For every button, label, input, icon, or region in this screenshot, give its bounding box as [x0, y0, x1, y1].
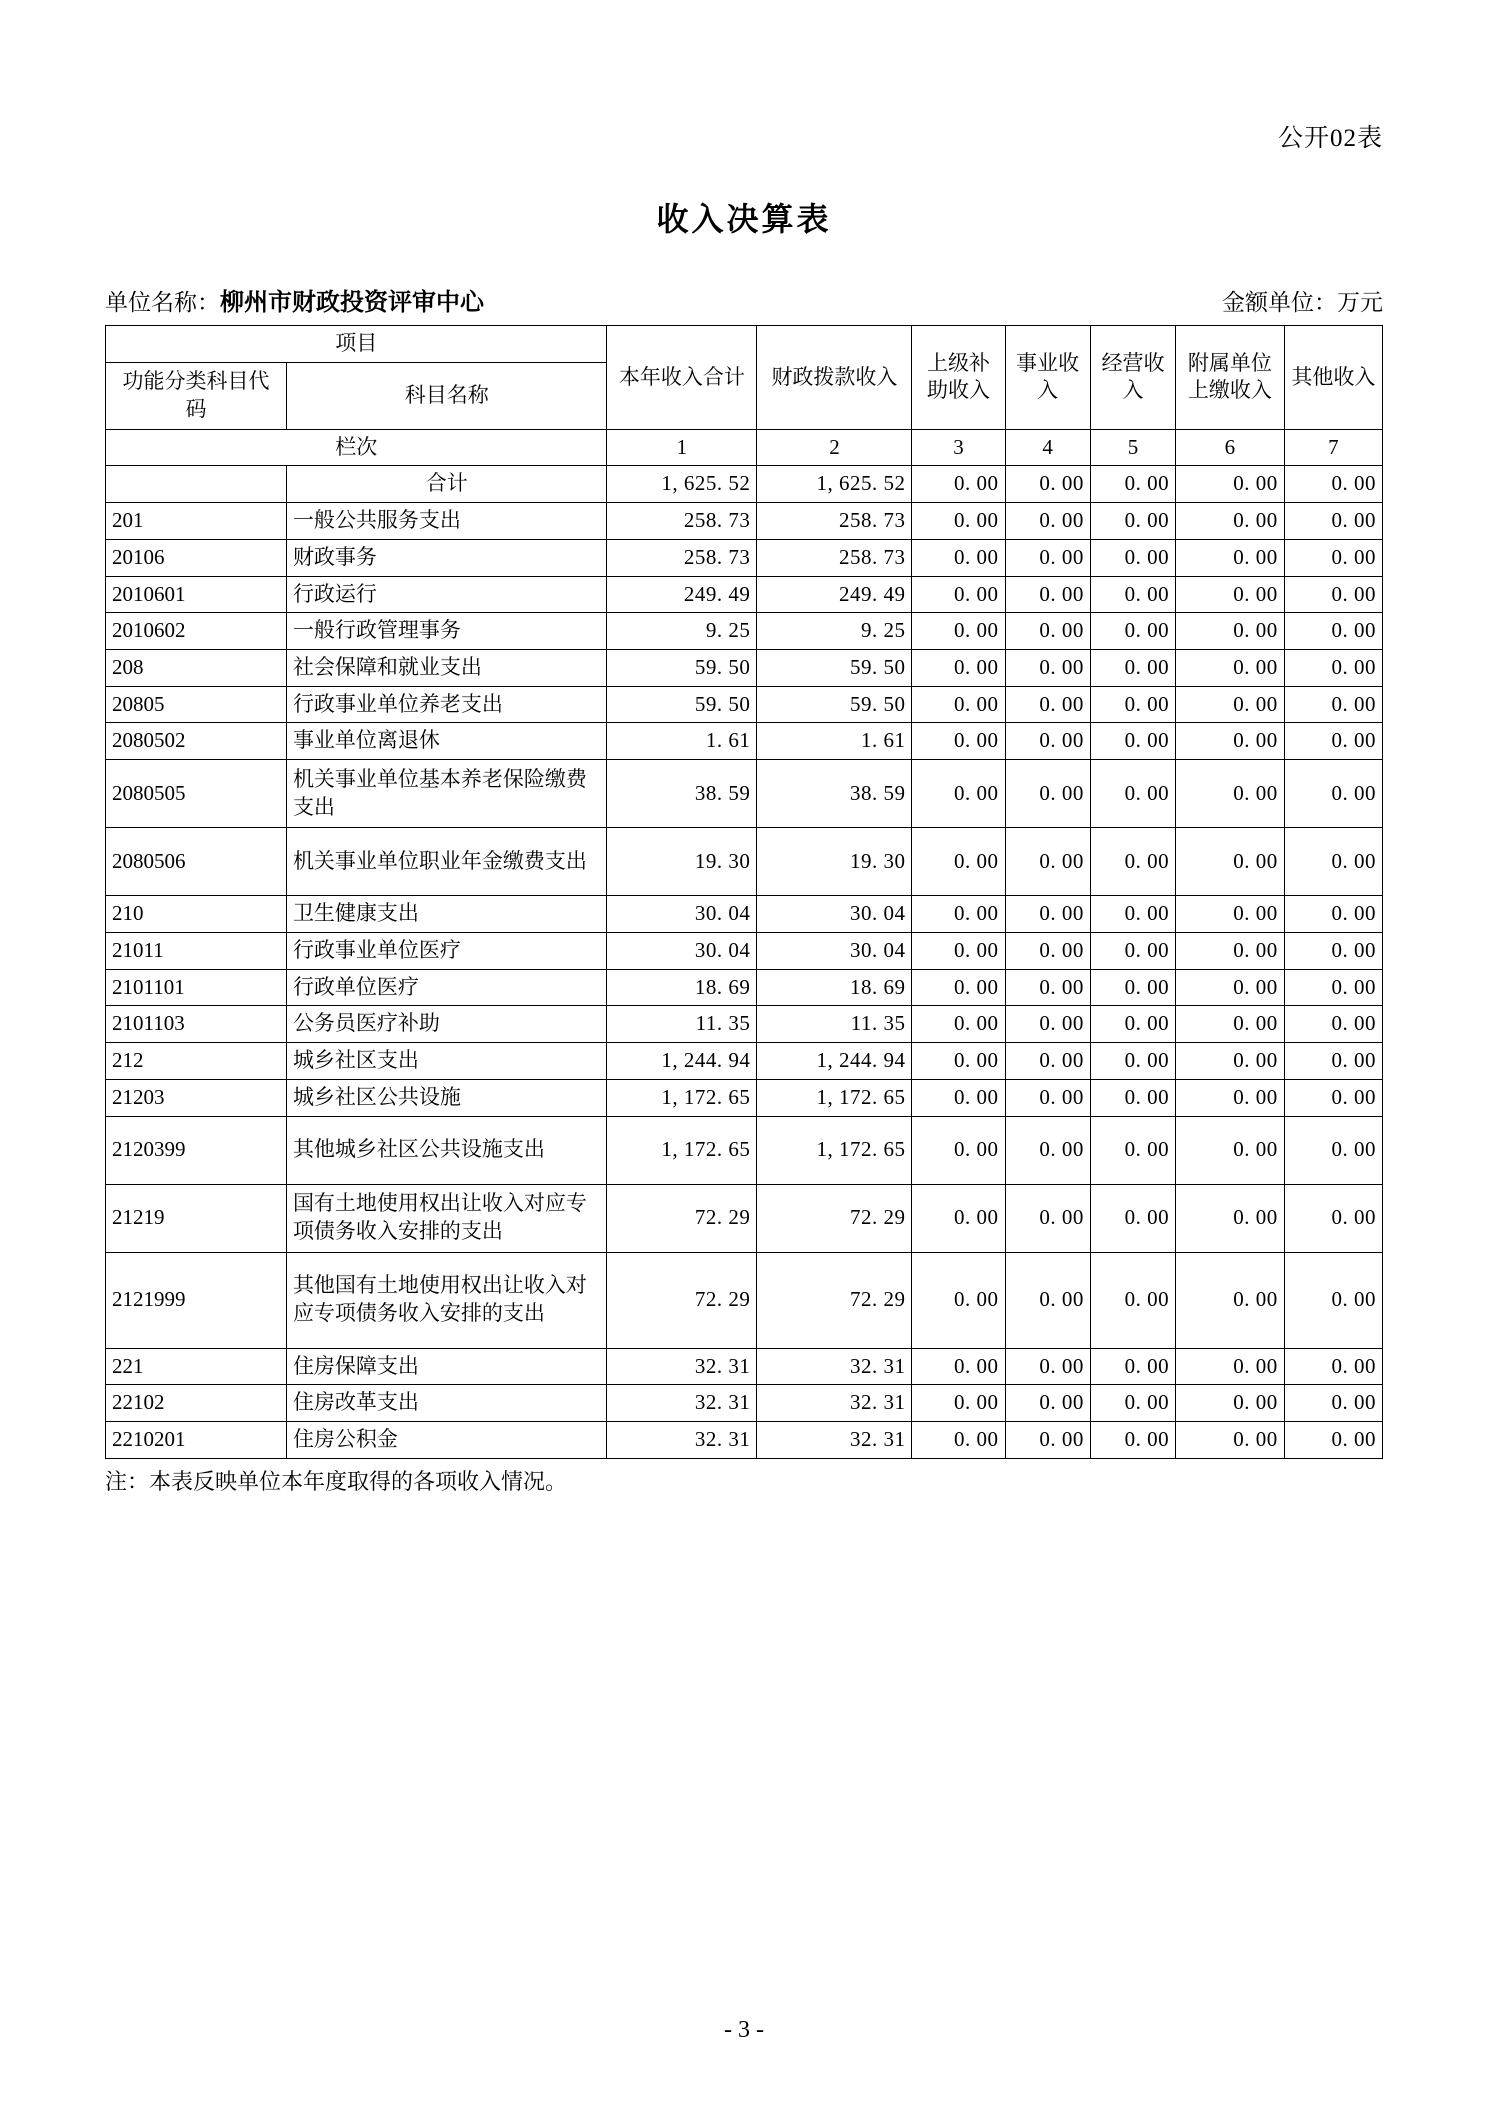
row-value-4: 0. 00 — [1005, 650, 1090, 687]
row-value-2: 59. 50 — [757, 650, 912, 687]
row-value-6: 0. 00 — [1176, 896, 1285, 933]
header-function-code: 功能分类科目代码 — [106, 362, 287, 429]
row-value-1: 9. 25 — [607, 613, 757, 650]
row-value-1: 1. 61 — [607, 723, 757, 760]
row-value-6: 0. 00 — [1176, 969, 1285, 1006]
row-value-7: 0. 00 — [1284, 539, 1382, 576]
row-value-6: 0. 00 — [1176, 1348, 1285, 1385]
header-col-5: 经营收入 — [1090, 326, 1175, 430]
row-value-6: 0. 00 — [1176, 1421, 1285, 1458]
row-name: 住房公积金 — [286, 1421, 607, 1458]
row-value-6: 0. 00 — [1176, 932, 1285, 969]
row-value-7: 0. 00 — [1284, 650, 1382, 687]
row-value-4: 0. 00 — [1005, 1348, 1090, 1385]
row-value-5: 0. 00 — [1090, 1079, 1175, 1116]
row-value-4: 0. 00 — [1005, 1116, 1090, 1184]
row-value-4: 0. 00 — [1005, 896, 1090, 933]
row-value-2: 32. 31 — [757, 1348, 912, 1385]
index-number-5: 5 — [1090, 429, 1175, 466]
row-value-3: 0. 00 — [912, 1348, 1005, 1385]
row-name: 国有土地使用权出让收入对应专项债务收入安排的支出 — [286, 1184, 607, 1252]
row-name: 一般行政管理事务 — [286, 613, 607, 650]
table-row — [106, 686, 1383, 723]
row-value-7: 0. 00 — [1284, 896, 1382, 933]
index-number-1: 1 — [607, 429, 757, 466]
row-value-2: 258. 73 — [757, 503, 912, 540]
row-value-2: 32. 31 — [757, 1421, 912, 1458]
index-number-3: 3 — [912, 429, 1005, 466]
row-code: 21203 — [106, 1079, 287, 1116]
row-value-4: 0. 00 — [1005, 576, 1090, 613]
row-value-3: 0. 00 — [912, 1006, 1005, 1043]
page-title: 收入决算表 — [656, 201, 832, 237]
row-value-3: 0. 00 — [912, 932, 1005, 969]
header-col-1: 本年收入合计 — [607, 326, 757, 430]
row-value-2: 1, 172. 65 — [757, 1079, 912, 1116]
row-value-5: 0. 00 — [1090, 539, 1175, 576]
row-value-3: 0. 00 — [912, 760, 1005, 828]
row-code: 2010602 — [106, 613, 287, 650]
table-row — [106, 1421, 1383, 1458]
row-value-7: 0. 00 — [1284, 686, 1382, 723]
row-value-3: 0. 00 — [912, 723, 1005, 760]
row-name: 机关事业单位基本养老保险缴费支出 — [286, 760, 607, 828]
row-code: 2121999 — [106, 1252, 287, 1348]
row-value-3: 0. 00 — [912, 576, 1005, 613]
row-value-3: 0. 00 — [912, 466, 1005, 503]
row-value-6: 0. 00 — [1176, 1006, 1285, 1043]
row-value-5: 0. 00 — [1090, 686, 1175, 723]
row-value-5: 0. 00 — [1090, 1116, 1175, 1184]
row-value-3: 0. 00 — [912, 969, 1005, 1006]
row-code: 20106 — [106, 539, 287, 576]
table-note: 注：本表反映单位本年度取得的各项收入情况。 — [105, 1468, 568, 1494]
table-row — [106, 1079, 1383, 1116]
row-code: 2010601 — [106, 576, 287, 613]
header-col-6: 附属单位上缴收入 — [1176, 326, 1285, 430]
row-value-3: 0. 00 — [912, 539, 1005, 576]
row-value-5: 0. 00 — [1090, 896, 1175, 933]
row-value-7: 0. 00 — [1284, 503, 1382, 540]
row-value-3: 0. 00 — [912, 1043, 1005, 1080]
table-row — [106, 576, 1383, 613]
row-value-4: 0. 00 — [1005, 760, 1090, 828]
row-value-5: 0. 00 — [1090, 503, 1175, 540]
row-name: 其他国有土地使用权出让收入对应专项债务收入安排的支出 — [286, 1252, 607, 1348]
row-value-2: 249. 49 — [757, 576, 912, 613]
header-col-7: 其他收入 — [1284, 326, 1382, 430]
row-value-5: 0. 00 — [1090, 1385, 1175, 1422]
row-value-2: 1, 625. 52 — [757, 466, 912, 503]
row-value-1: 38. 59 — [607, 760, 757, 828]
row-value-5: 0. 00 — [1090, 576, 1175, 613]
index-number-4: 4 — [1005, 429, 1090, 466]
unit-name-block — [105, 282, 484, 317]
row-value-3: 0. 00 — [912, 503, 1005, 540]
row-value-5: 0. 00 — [1090, 1252, 1175, 1348]
table-row — [106, 613, 1383, 650]
row-value-6: 0. 00 — [1176, 1043, 1285, 1080]
row-value-7: 0. 00 — [1284, 1006, 1382, 1043]
row-value-1: 72. 29 — [607, 1184, 757, 1252]
row-value-6: 0. 00 — [1176, 686, 1285, 723]
row-name: 城乡社区支出 — [286, 1043, 607, 1080]
income-final-accounts-table — [105, 325, 1383, 1459]
row-value-5: 0. 00 — [1090, 969, 1175, 1006]
row-value-7: 0. 00 — [1284, 723, 1382, 760]
row-name: 合计 — [286, 466, 607, 503]
row-value-5: 0. 00 — [1090, 932, 1175, 969]
row-value-4: 0. 00 — [1005, 1079, 1090, 1116]
table-row — [106, 539, 1383, 576]
row-value-4: 0. 00 — [1005, 1043, 1090, 1080]
row-value-1: 19. 30 — [607, 828, 757, 896]
row-value-6: 0. 00 — [1176, 613, 1285, 650]
row-value-4: 0. 00 — [1005, 539, 1090, 576]
row-value-2: 258. 73 — [757, 539, 912, 576]
row-value-1: 1, 172. 65 — [607, 1079, 757, 1116]
row-code: 2080505 — [106, 760, 287, 828]
row-value-2: 38. 59 — [757, 760, 912, 828]
row-name: 公务员医疗补助 — [286, 1006, 607, 1043]
row-code: 22102 — [106, 1385, 287, 1422]
header-col-3: 上级补助收入 — [912, 326, 1005, 430]
header-col-2: 财政拨款收入 — [757, 326, 912, 430]
table-row — [106, 1385, 1383, 1422]
row-value-1: 59. 50 — [607, 686, 757, 723]
table-header-row-1 — [106, 326, 1383, 363]
index-number-2: 2 — [757, 429, 912, 466]
row-value-3: 0. 00 — [912, 613, 1005, 650]
row-value-6: 0. 00 — [1176, 1252, 1285, 1348]
row-value-2: 9. 25 — [757, 613, 912, 650]
row-value-3: 0. 00 — [912, 1421, 1005, 1458]
form-code: 公开02表 — [1277, 125, 1383, 152]
table-row — [106, 1043, 1383, 1080]
row-value-1: 32. 31 — [607, 1385, 757, 1422]
row-value-4: 0. 00 — [1005, 1385, 1090, 1422]
row-name: 行政运行 — [286, 576, 607, 613]
row-value-4: 0. 00 — [1005, 1184, 1090, 1252]
row-value-5: 0. 00 — [1090, 613, 1175, 650]
table-row — [106, 932, 1383, 969]
row-value-1: 1, 172. 65 — [607, 1116, 757, 1184]
row-value-7: 0. 00 — [1284, 1421, 1382, 1458]
row-value-7: 0. 00 — [1284, 1385, 1382, 1422]
row-value-1: 59. 50 — [607, 650, 757, 687]
row-value-4: 0. 00 — [1005, 723, 1090, 760]
row-value-1: 11. 35 — [607, 1006, 757, 1043]
header-subject-name: 科目名称 — [286, 362, 607, 429]
row-value-3: 0. 00 — [912, 1079, 1005, 1116]
row-value-3: 0. 00 — [912, 650, 1005, 687]
table-row — [106, 503, 1383, 540]
row-value-2: 1, 172. 65 — [757, 1116, 912, 1184]
row-value-1: 1, 244. 94 — [607, 1043, 757, 1080]
row-value-2: 18. 69 — [757, 969, 912, 1006]
row-value-6: 0. 00 — [1176, 466, 1285, 503]
row-code: 2080506 — [106, 828, 287, 896]
row-name: 住房改革支出 — [286, 1385, 607, 1422]
row-value-1: 32. 31 — [607, 1421, 757, 1458]
table-row — [106, 1116, 1383, 1184]
row-value-6: 0. 00 — [1176, 539, 1285, 576]
row-value-2: 1, 244. 94 — [757, 1043, 912, 1080]
row-name: 住房保障支出 — [286, 1348, 607, 1385]
row-value-6: 0. 00 — [1176, 828, 1285, 896]
row-code: 2101101 — [106, 969, 287, 1006]
table-row — [106, 760, 1383, 828]
row-value-5: 0. 00 — [1090, 1184, 1175, 1252]
row-value-1: 30. 04 — [607, 896, 757, 933]
row-value-5: 0. 00 — [1090, 1421, 1175, 1458]
index-number-6: 6 — [1176, 429, 1285, 466]
table-row — [106, 466, 1383, 503]
table-index-row — [106, 429, 1383, 466]
row-value-1: 249. 49 — [607, 576, 757, 613]
meta-row — [105, 282, 1383, 317]
row-value-7: 0. 00 — [1284, 1184, 1382, 1252]
row-code: 2101103 — [106, 1006, 287, 1043]
row-name: 财政事务 — [286, 539, 607, 576]
row-value-3: 0. 00 — [912, 1184, 1005, 1252]
row-value-5: 0. 00 — [1090, 650, 1175, 687]
row-value-3: 0. 00 — [912, 1116, 1005, 1184]
row-code: 21219 — [106, 1184, 287, 1252]
row-value-1: 18. 69 — [607, 969, 757, 1006]
row-name: 行政事业单位养老支出 — [286, 686, 607, 723]
row-code: 2210201 — [106, 1421, 287, 1458]
row-value-6: 0. 00 — [1176, 576, 1285, 613]
row-code: 2080502 — [106, 723, 287, 760]
row-value-4: 0. 00 — [1005, 1006, 1090, 1043]
row-name: 其他城乡社区公共设施支出 — [286, 1116, 607, 1184]
row-value-4: 0. 00 — [1005, 828, 1090, 896]
row-value-4: 0. 00 — [1005, 686, 1090, 723]
row-value-7: 0. 00 — [1284, 466, 1382, 503]
row-value-1: 72. 29 — [607, 1252, 757, 1348]
row-value-2: 1. 61 — [757, 723, 912, 760]
table-row — [106, 650, 1383, 687]
row-value-1: 1, 625. 52 — [607, 466, 757, 503]
row-code: 210 — [106, 896, 287, 933]
row-value-7: 0. 00 — [1284, 828, 1382, 896]
row-name: 事业单位离退休 — [286, 723, 607, 760]
row-value-1: 258. 73 — [607, 503, 757, 540]
row-name: 城乡社区公共设施 — [286, 1079, 607, 1116]
row-value-1: 30. 04 — [607, 932, 757, 969]
row-value-5: 0. 00 — [1090, 1043, 1175, 1080]
row-code: 201 — [106, 503, 287, 540]
row-code: 20805 — [106, 686, 287, 723]
row-value-5: 0. 00 — [1090, 1006, 1175, 1043]
row-value-2: 19. 30 — [757, 828, 912, 896]
row-value-7: 0. 00 — [1284, 613, 1382, 650]
row-value-2: 59. 50 — [757, 686, 912, 723]
table-row — [106, 1252, 1383, 1348]
page-number: - 3 - — [724, 2017, 764, 2043]
row-value-3: 0. 00 — [912, 1385, 1005, 1422]
row-code: 208 — [106, 650, 287, 687]
table-row — [106, 828, 1383, 896]
row-name: 卫生健康支出 — [286, 896, 607, 933]
row-value-5: 0. 00 — [1090, 828, 1175, 896]
index-label: 栏次 — [106, 429, 607, 466]
table-row — [106, 896, 1383, 933]
row-value-1: 32. 31 — [607, 1348, 757, 1385]
row-name: 行政单位医疗 — [286, 969, 607, 1006]
row-name: 社会保障和就业支出 — [286, 650, 607, 687]
row-value-3: 0. 00 — [912, 896, 1005, 933]
row-value-6: 0. 00 — [1176, 503, 1285, 540]
row-value-5: 0. 00 — [1090, 723, 1175, 760]
row-name: 机关事业单位职业年金缴费支出 — [286, 828, 607, 896]
row-value-2: 32. 31 — [757, 1385, 912, 1422]
row-name: 一般公共服务支出 — [286, 503, 607, 540]
row-value-7: 0. 00 — [1284, 760, 1382, 828]
row-code: 21011 — [106, 932, 287, 969]
row-value-7: 0. 00 — [1284, 1252, 1382, 1348]
row-value-6: 0. 00 — [1176, 1184, 1285, 1252]
row-value-2: 11. 35 — [757, 1006, 912, 1043]
row-value-5: 0. 00 — [1090, 1348, 1175, 1385]
row-value-2: 30. 04 — [757, 896, 912, 933]
table-row — [106, 1006, 1383, 1043]
row-value-6: 0. 00 — [1176, 1385, 1285, 1422]
row-value-2: 30. 04 — [757, 932, 912, 969]
row-value-3: 0. 00 — [912, 686, 1005, 723]
row-value-4: 0. 00 — [1005, 1252, 1090, 1348]
index-number-7: 7 — [1284, 429, 1382, 466]
row-value-1: 258. 73 — [607, 539, 757, 576]
unit-name-value: 柳州市财政投资评审中心 — [220, 290, 484, 316]
table-row — [106, 1348, 1383, 1385]
row-value-4: 0. 00 — [1005, 932, 1090, 969]
table-row — [106, 723, 1383, 760]
row-value-7: 0. 00 — [1284, 932, 1382, 969]
row-value-7: 0. 00 — [1284, 969, 1382, 1006]
row-value-6: 0. 00 — [1176, 1079, 1285, 1116]
table-row — [106, 1184, 1383, 1252]
unit-name-label: 单位名称： — [105, 290, 220, 315]
header-group-item: 项目 — [106, 326, 607, 363]
row-value-6: 0. 00 — [1176, 650, 1285, 687]
row-code: 212 — [106, 1043, 287, 1080]
row-value-7: 0. 00 — [1284, 1079, 1382, 1116]
row-value-5: 0. 00 — [1090, 466, 1175, 503]
row-value-3: 0. 00 — [912, 1252, 1005, 1348]
row-name: 行政事业单位医疗 — [286, 932, 607, 969]
row-value-6: 0. 00 — [1176, 1116, 1285, 1184]
amount-unit-label: 金额单位：万元 — [1222, 290, 1383, 315]
row-code: 221 — [106, 1348, 287, 1385]
row-value-6: 0. 00 — [1176, 723, 1285, 760]
row-value-4: 0. 00 — [1005, 503, 1090, 540]
row-value-4: 0. 00 — [1005, 466, 1090, 503]
row-value-7: 0. 00 — [1284, 1043, 1382, 1080]
row-value-4: 0. 00 — [1005, 1421, 1090, 1458]
row-value-4: 0. 00 — [1005, 613, 1090, 650]
row-code: 2120399 — [106, 1116, 287, 1184]
row-value-2: 72. 29 — [757, 1184, 912, 1252]
table-row — [106, 969, 1383, 1006]
row-value-5: 0. 00 — [1090, 760, 1175, 828]
row-value-3: 0. 00 — [912, 828, 1005, 896]
row-value-7: 0. 00 — [1284, 576, 1382, 613]
header-col-4: 事业收入 — [1005, 326, 1090, 430]
row-value-7: 0. 00 — [1284, 1348, 1382, 1385]
row-value-4: 0. 00 — [1005, 969, 1090, 1006]
row-value-6: 0. 00 — [1176, 760, 1285, 828]
row-value-2: 72. 29 — [757, 1252, 912, 1348]
row-code — [106, 466, 287, 503]
row-value-7: 0. 00 — [1284, 1116, 1382, 1184]
